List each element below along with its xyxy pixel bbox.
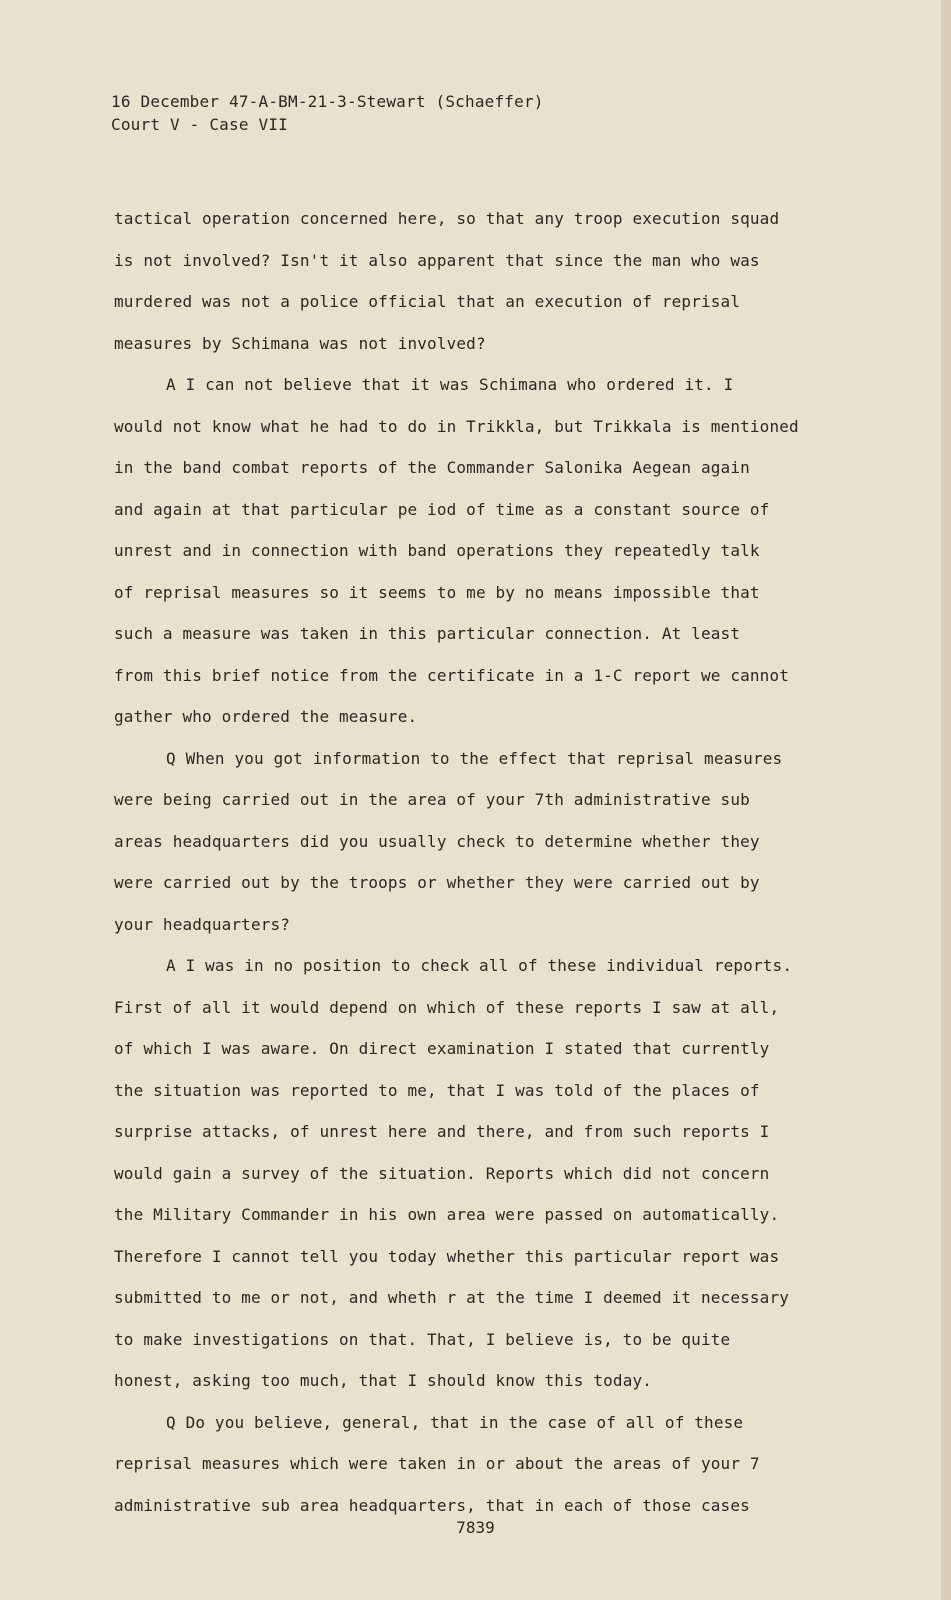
page-number: 7839 [456,1518,495,1537]
transcript-line: Therefore I cannot tell you today whether this particular report was [114,1246,780,1266]
transcript-line: would gain a survey of the situation. Reports which did not concern [114,1163,770,1183]
transcript-line: would not know what he had to do in Trikkla, but Trikkala is mentioned [114,416,799,436]
transcript-line: measures by Schimana was not involved? [114,333,486,353]
transcript-line: A I can not believe that it was Schimana who ordered it. I [166,375,734,394]
transcript-line: the situation was reported to me, that I was told of the places of [114,1080,760,1100]
transcript-line: and again at that particular pe iod of time as a constant source of [114,499,770,519]
transcript-line: tactical operation concerned here, so that any troop execution squad [114,209,780,228]
transcript-line: honest, asking too much, that I should know this today. [114,1371,653,1390]
transcript-line: such a measure was taken in this particular connection. At least [114,624,741,643]
transcript-line: reprisal measures which were taken in or about the areas of your 7 [114,1454,760,1473]
transcript-line: submitted to me or not, and wheth r at the time I deemed it necessary [114,1288,790,1307]
transcript-line: First of all it would depend on which of these reports I saw at all, [114,997,780,1017]
transcript-line: administrative sub area headquarters, that in each of those cases [114,1495,750,1515]
transcript-line: were carried out by the troops or whether they were carried out by [114,873,760,892]
header-date-line: 16 December 47-A-BM-21-3-Stewart (Schaeffer) [111,92,544,111]
transcript-line: in the band combat reports of the Commander Salonika Aegean again [114,458,750,477]
transcript-line: your headquarters? [114,914,291,934]
transcript-line: surprise attacks, of unrest here and there, and from such reports I [114,1122,770,1141]
transcript-line: the Military Commander in his own area were passed on automatically. [114,1205,780,1224]
transcript-line: Q When you got information to the effect that reprisal measures [166,748,783,768]
transcript-line: unrest and in connection with band operations they repeatedly talk [114,541,760,560]
transcript-line: gather who ordered the measure. [114,707,418,726]
transcript-line: murdered was not a police official that an execution of reprisal [114,292,741,311]
header-court-line: Court V - Case VII [111,115,288,134]
transcript-line: of reprisal measures so it seems to me by no means impossible that [114,582,760,602]
transcript-line: to make investigations on that. That, I believe is, to be quite [114,1329,731,1349]
transcript-line: were being carried out in the area of your 7th administrative sub [114,790,750,809]
transcript-body [114,206,834,1534]
transcript-line: A I was in no position to check all of these individual reports. [166,956,793,975]
document-header [111,90,544,136]
transcript-line: Q Do you believe, general, that in the case of all of these [166,1412,744,1432]
transcript-line: of which I was aware. On direct examination I stated that currently [114,1039,770,1058]
transcript-line: is not involved? Isn't it also apparent that since the man who was [114,250,760,270]
transcript-line: from this brief notice from the certificate in a 1-C report we cannot [114,665,790,685]
transcript-line: areas headquarters did you usually check to determine whether they [114,831,760,851]
page-edge [941,0,951,1600]
